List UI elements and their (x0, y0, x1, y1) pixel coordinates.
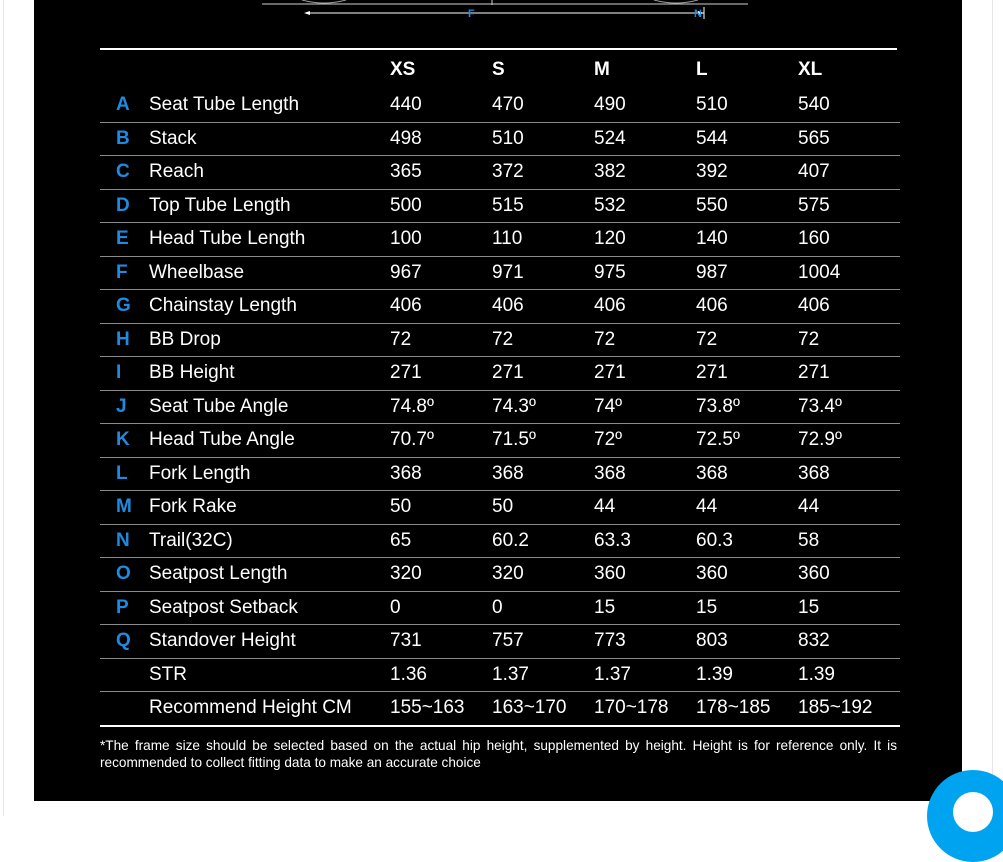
row-letter: F (100, 256, 149, 290)
row-value: 74º (594, 390, 696, 424)
row-label: Top Tube Length (149, 189, 390, 223)
table-row (100, 524, 900, 558)
row-value: 515 (492, 189, 594, 223)
row-value: 365 (390, 156, 492, 190)
row-value: 110 (492, 223, 594, 257)
row-label: Stack (149, 122, 390, 156)
chat-bubble-icon (953, 792, 993, 832)
row-value: 71.5º (492, 424, 594, 458)
row-value: 500 (390, 189, 492, 223)
row-letter: A (100, 89, 149, 122)
row-value: 440 (390, 89, 492, 122)
table-row (100, 658, 900, 692)
table-row (100, 223, 900, 257)
row-value: 70.7º (390, 424, 492, 458)
table-row (100, 323, 900, 357)
row-value: 0 (492, 591, 594, 625)
row-value: 510 (696, 89, 798, 122)
row-value: 72 (390, 323, 492, 357)
row-value: 63.3 (594, 524, 696, 558)
row-letter: C (100, 156, 149, 190)
row-value: 773 (594, 625, 696, 659)
row-value: 160 (798, 223, 900, 257)
table-row (100, 625, 900, 659)
header-size-m: M (594, 58, 610, 80)
row-value: 271 (492, 357, 594, 391)
row-letter: Q (100, 625, 149, 659)
row-value: 163~170 (492, 692, 594, 726)
row-label: Wheelbase (149, 256, 390, 290)
row-label: Seatpost Setback (149, 591, 390, 625)
row-value: 1.39 (696, 658, 798, 692)
row-value: 498 (390, 122, 492, 156)
row-value: 803 (696, 625, 798, 659)
table-row (100, 591, 900, 625)
table-body (100, 89, 900, 726)
row-value: 490 (594, 89, 696, 122)
row-letter: D (100, 189, 149, 223)
row-value: 44 (594, 491, 696, 525)
row-value: 72 (492, 323, 594, 357)
row-value: 72.9º (798, 424, 900, 458)
row-value: 0 (390, 591, 492, 625)
row-label: Recommend Height CM (149, 692, 390, 726)
row-label: Chainstay Length (149, 290, 390, 324)
table-row (100, 256, 900, 290)
row-label: Seat Tube Angle (149, 390, 390, 424)
row-value: 368 (594, 457, 696, 491)
size-footnote: *The frame size should be selected based on the actual hip height, supplemented by height. Height is for reference only. It is recommended to collect fitting data to make an accurate choice (100, 738, 897, 770)
table-row (100, 357, 900, 391)
row-value: 575 (798, 189, 900, 223)
table-row (100, 189, 900, 223)
chat-widget-button[interactable] (927, 770, 1003, 862)
row-letter: L (100, 457, 149, 491)
row-value: 368 (798, 457, 900, 491)
row-label: Fork Rake (149, 491, 390, 525)
geometry-table (100, 50, 900, 727)
row-value: 100 (390, 223, 492, 257)
row-value: 1004 (798, 256, 900, 290)
row-value: 544 (696, 122, 798, 156)
row-value: 407 (798, 156, 900, 190)
row-value: 510 (492, 122, 594, 156)
row-value: 271 (390, 357, 492, 391)
row-value: 73.4º (798, 390, 900, 424)
row-value: 368 (696, 457, 798, 491)
row-value: 74.8º (390, 390, 492, 424)
row-value: 731 (390, 625, 492, 659)
row-letter: N (100, 524, 149, 558)
row-value: 271 (594, 357, 696, 391)
row-value: 832 (798, 625, 900, 659)
row-label: Reach (149, 156, 390, 190)
row-value: 406 (390, 290, 492, 324)
row-value: 406 (696, 290, 798, 324)
row-value: 50 (390, 491, 492, 525)
row-value: 757 (492, 625, 594, 659)
row-value: 15 (798, 591, 900, 625)
row-value: 72º (594, 424, 696, 458)
row-value: 320 (390, 558, 492, 592)
row-letter: O (100, 558, 149, 592)
row-value: 975 (594, 256, 696, 290)
geometry-chart-image (34, 0, 962, 801)
row-value: 72.5º (696, 424, 798, 458)
row-value: 50 (492, 491, 594, 525)
table-row (100, 692, 900, 726)
row-value: 15 (696, 591, 798, 625)
diagram-label-f: F (468, 8, 475, 20)
row-value: 550 (696, 189, 798, 223)
row-label: Trail(32C) (149, 524, 390, 558)
row-value: 971 (492, 256, 594, 290)
row-letter: E (100, 223, 149, 257)
row-value: 406 (594, 290, 696, 324)
row-value: 155~163 (390, 692, 492, 726)
row-value: 382 (594, 156, 696, 190)
row-label: Head Tube Angle (149, 424, 390, 458)
row-value: 170~178 (594, 692, 696, 726)
row-letter (100, 658, 149, 692)
row-value: 532 (594, 189, 696, 223)
row-letter: H (100, 323, 149, 357)
row-value: 372 (492, 156, 594, 190)
row-value: 72 (696, 323, 798, 357)
row-value: 120 (594, 223, 696, 257)
table-row (100, 424, 900, 458)
row-letter: G (100, 290, 149, 324)
row-value: 987 (696, 256, 798, 290)
row-value: 320 (492, 558, 594, 592)
row-label: BB Height (149, 357, 390, 391)
table-row (100, 457, 900, 491)
row-value: 185~192 (798, 692, 900, 726)
row-value: 73.8º (696, 390, 798, 424)
row-value: 1.39 (798, 658, 900, 692)
row-value: 360 (798, 558, 900, 592)
row-label: Fork Length (149, 457, 390, 491)
header-size-xs: XS (390, 58, 416, 80)
row-value: 44 (798, 491, 900, 525)
row-letter: B (100, 122, 149, 156)
row-letter: K (100, 424, 149, 458)
diagram-label-n: N (694, 8, 702, 20)
header-label-cell (149, 50, 390, 89)
row-value: 565 (798, 122, 900, 156)
row-letter (100, 692, 149, 726)
row-value: 360 (696, 558, 798, 592)
row-value: 368 (492, 457, 594, 491)
row-value: 74.3º (492, 390, 594, 424)
header-letter-cell (100, 50, 149, 89)
row-value: 271 (798, 357, 900, 391)
header-size-xl: XL (798, 58, 823, 80)
row-value: 1.36 (390, 658, 492, 692)
row-value: 392 (696, 156, 798, 190)
row-value: 967 (390, 256, 492, 290)
table-row (100, 290, 900, 324)
row-value: 368 (390, 457, 492, 491)
row-value: 406 (492, 290, 594, 324)
table-row (100, 122, 900, 156)
row-label: BB Drop (149, 323, 390, 357)
table-row (100, 390, 900, 424)
row-value: 15 (594, 591, 696, 625)
row-value: 140 (696, 223, 798, 257)
row-value: 1.37 (492, 658, 594, 692)
page-border-left (3, 0, 4, 816)
row-value: 65 (390, 524, 492, 558)
row-value: 60.3 (696, 524, 798, 558)
table-row (100, 156, 900, 190)
row-value: 60.2 (492, 524, 594, 558)
row-value: 406 (798, 290, 900, 324)
header-size-l: L (696, 58, 708, 80)
row-label: Seatpost Length (149, 558, 390, 592)
row-label: STR (149, 658, 390, 692)
row-label: Seat Tube Length (149, 89, 390, 122)
row-letter: M (100, 491, 149, 525)
row-value: 72 (594, 323, 696, 357)
row-letter: P (100, 591, 149, 625)
row-value: 1.37 (594, 658, 696, 692)
row-value: 44 (696, 491, 798, 525)
row-value: 470 (492, 89, 594, 122)
table-row (100, 491, 900, 525)
page-border-right (992, 0, 993, 816)
bike-geometry-diagram (34, 0, 962, 28)
row-value: 360 (594, 558, 696, 592)
row-label: Head Tube Length (149, 223, 390, 257)
row-value: 58 (798, 524, 900, 558)
row-value: 178~185 (696, 692, 798, 726)
row-value: 524 (594, 122, 696, 156)
row-letter: I (100, 357, 149, 391)
table-header-row (100, 50, 900, 89)
table-row (100, 558, 900, 592)
table-row (100, 89, 900, 122)
header-size-s: S (492, 58, 505, 80)
row-value: 271 (696, 357, 798, 391)
row-value: 540 (798, 89, 900, 122)
row-value: 72 (798, 323, 900, 357)
row-label: Standover Height (149, 625, 390, 659)
row-letter: J (100, 390, 149, 424)
